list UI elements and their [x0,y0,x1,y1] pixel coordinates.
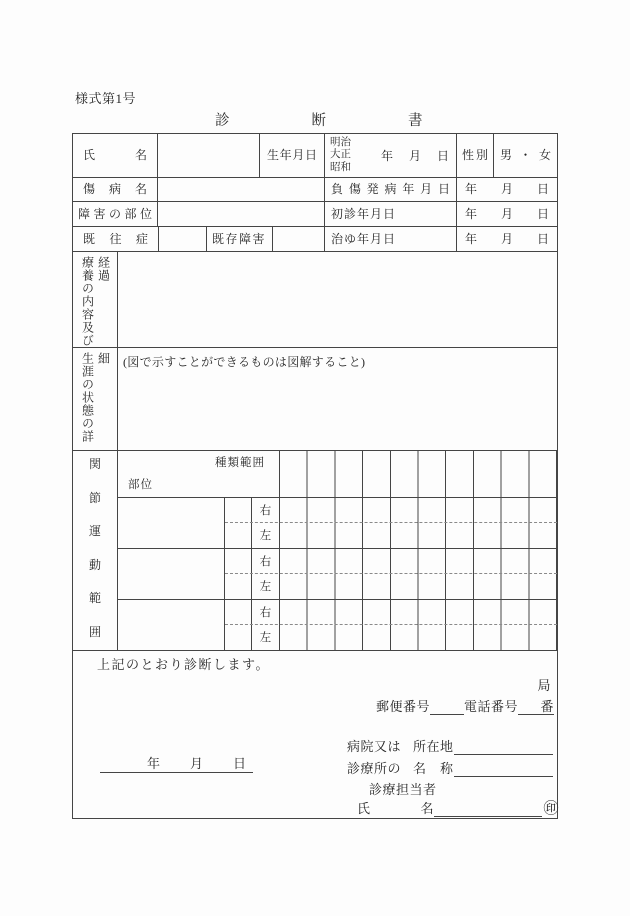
existing-disability-label-cell: 既存障害 [207,227,273,252]
postal-code-label: 郵便番号 [375,699,430,714]
name-shi-label: 氏 [357,801,371,816]
joint-row-divider-dashed [225,522,557,523]
joint-row-separator [118,599,557,600]
cure-ymd-cell: 年月日 [457,227,557,252]
era-list [330,137,351,175]
postal-code-blank [430,699,464,715]
joint-row-divider-dashed [225,624,557,625]
joint-left-label: 左 [259,581,272,594]
joint-grid-columns [280,451,557,650]
phone-ban-label: 番 [518,699,554,715]
phone-kyoku-label: 局 [537,678,551,693]
date-day-label: 日 [232,756,246,771]
medical-history-value-cell [159,227,207,252]
injury-onset-date-label-cell: 負傷発病年月日 [325,178,457,202]
treatment-section-label-cell [73,252,118,348]
sex-value-cell: 男・女 [494,134,557,178]
era-meiji: 明治 [330,136,351,148]
joint-right-label: 右 [259,555,272,568]
cure-date-label-cell: 治ゆ年月日 [325,227,457,252]
dob-ymd: 年月日 [381,149,449,163]
joint-left-label: 左 [259,530,272,543]
first-exam-date-label-cell: 初診年月日 [325,202,457,227]
joint-row-divider-dashed [225,573,557,574]
disability-part-value-cell [158,202,325,227]
joint-part-label: 部位 [128,479,153,491]
treatment-label-right-column: 経過 [96,256,111,282]
condition-section-label-cell [73,348,118,451]
joint-label-char: 節 [88,490,101,505]
joint-part-name-cell [118,599,225,650]
certificate-table [72,133,558,819]
page-title: 診断書 [215,113,505,129]
era-taisho: 大正 [330,149,351,161]
dob-era-date-cell [325,134,457,178]
date-month-label: 月 [189,756,203,771]
name-value-cell [158,134,260,178]
treatment-content-cell [118,252,557,348]
name-label-cell: 氏名 [73,134,158,178]
joint-right-label: 右 [259,504,272,517]
practitioner-label: 診療担当者 [369,782,437,797]
existing-disability-value-cell [273,227,325,252]
joint-row-separator [118,497,557,498]
condition-label-right-column: 細 [96,352,111,365]
joint-type-range-label: 種類範囲 [215,457,265,469]
injury-name-value-cell [158,178,325,202]
condition-content-cell [118,348,557,451]
injury-onset-ymd-cell: 年月日 [457,178,557,202]
joint-left-label: 左 [259,632,272,645]
joint-label-char: 囲 [88,624,101,639]
practitioner-name-blank [434,801,542,817]
form-number: 様式第1号 [75,91,137,106]
injury-name-label-cell: 傷病名 [73,178,158,202]
postal-phone-line [376,699,554,715]
seal-mark: ㊞ [543,801,559,817]
date-year-label: 年 [146,756,160,771]
joint-part-name-cell [118,497,225,548]
diagnosis-statement: 上記のとおり診断します。 [97,657,270,672]
org-line1-left: 病院又は [347,739,402,754]
org-name-label: 名 称 [413,761,454,776]
joint-part-name-cell [118,548,225,599]
org-line2-left: 診療所の [347,761,402,776]
joint-label-char: 動 [88,557,101,572]
joint-label-char: 範 [88,591,101,606]
condition-diagram-note: (図で示すことができるものは図解すること) [123,355,366,369]
clinic-name-line [347,761,553,777]
joint-label-char: 運 [88,524,101,539]
sex-label-cell: 性別 [457,134,494,178]
joint-section-label-cell [73,451,118,650]
treatment-label-left-column: 療養の内容及び [80,256,95,347]
org-name-blank [454,761,553,777]
certification-footer [73,650,557,818]
disability-part-label-cell: 障害の部位 [73,202,158,227]
joint-header-cell [118,451,280,497]
joint-row-separator [118,548,557,549]
phone-number-label: 電話番号 [463,699,518,714]
first-exam-ymd-cell: 年月日 [457,202,557,227]
address-label: 所在地 [413,739,454,754]
address-blank [454,739,553,755]
joint-right-label: 右 [259,606,272,619]
era-showa: 昭和 [330,161,351,173]
hospital-address-line [347,739,553,755]
joint-label-char: 関 [88,457,101,471]
dob-label-cell: 生年月日 [260,134,325,178]
certification-date-line [100,756,253,773]
practitioner-name-line [347,801,559,817]
medical-history-label-cell: 既往症 [73,227,159,252]
condition-label-left-column: 生涯の状態の詳 [80,352,95,443]
name-mei-label: 名 [420,801,435,816]
